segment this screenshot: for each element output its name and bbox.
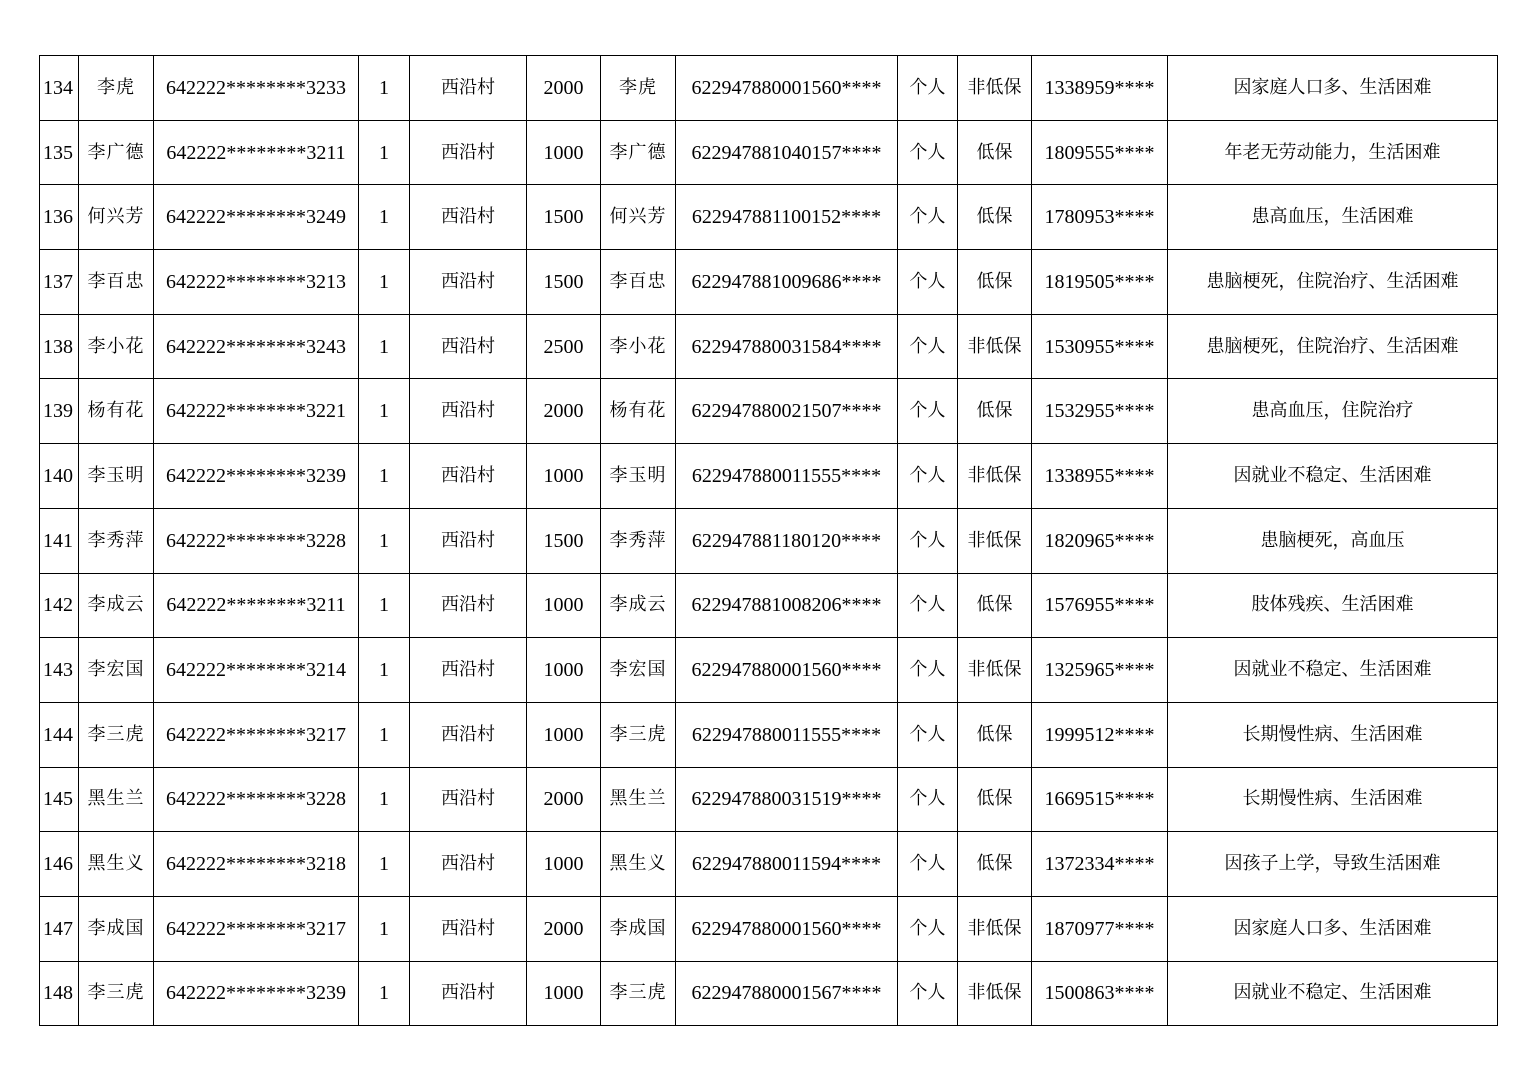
id-number: 642222********3228 [154, 767, 359, 832]
hardship-reason: 患脑梗死，住院治疗、生活困难 [1168, 250, 1498, 315]
household-count: 1 [359, 185, 410, 250]
relief-amount: 2500 [527, 314, 601, 379]
bank-account: 622947881180120**** [676, 508, 898, 573]
table-row [40, 767, 1498, 832]
id-number: 642222********3217 [154, 896, 359, 961]
payee-name: 李秀萍 [601, 508, 676, 573]
relief-amount: 1500 [527, 508, 601, 573]
household-count: 1 [359, 379, 410, 444]
household-count: 1 [359, 767, 410, 832]
payee-type: 个人 [898, 832, 958, 897]
relief-amount: 1000 [527, 638, 601, 703]
hardship-reason: 因家庭人口多、生活困难 [1168, 896, 1498, 961]
payee-name: 李小花 [601, 314, 676, 379]
roster-body [40, 56, 1498, 1026]
household-count: 1 [359, 508, 410, 573]
hardship-reason: 患脑梗死，高血压 [1168, 508, 1498, 573]
applicant-name: 何兴芳 [79, 185, 154, 250]
payee-type: 个人 [898, 702, 958, 767]
hardship-reason: 患高血压，住院治疗 [1168, 379, 1498, 444]
phone-number: 1338959**** [1032, 56, 1168, 121]
table-row [40, 379, 1498, 444]
dibao-status: 低保 [958, 702, 1032, 767]
row-number: 141 [40, 508, 79, 573]
table-row [40, 314, 1498, 379]
phone-number: 1576955**** [1032, 573, 1168, 638]
payee-name: 李玉明 [601, 444, 676, 509]
household-count: 1 [359, 56, 410, 121]
payee-type: 个人 [898, 56, 958, 121]
applicant-name: 李成国 [79, 896, 154, 961]
relief-amount: 1000 [527, 961, 601, 1026]
phone-number: 1325965**** [1032, 638, 1168, 703]
village: 西沿村 [410, 185, 527, 250]
village: 西沿村 [410, 314, 527, 379]
row-number: 134 [40, 56, 79, 121]
payee-type: 个人 [898, 379, 958, 444]
relief-amount: 1000 [527, 702, 601, 767]
table-row [40, 250, 1498, 315]
household-count: 1 [359, 314, 410, 379]
village: 西沿村 [410, 120, 527, 185]
phone-number: 1372334**** [1032, 832, 1168, 897]
village: 西沿村 [410, 961, 527, 1026]
hardship-reason: 肢体残疾、生活困难 [1168, 573, 1498, 638]
dibao-status: 非低保 [958, 508, 1032, 573]
hardship-reason: 因家庭人口多、生活困难 [1168, 56, 1498, 121]
payee-type: 个人 [898, 120, 958, 185]
payee-type: 个人 [898, 573, 958, 638]
payee-type: 个人 [898, 314, 958, 379]
phone-number: 1780953**** [1032, 185, 1168, 250]
id-number: 642222********3211 [154, 120, 359, 185]
phone-number: 1870977**** [1032, 896, 1168, 961]
row-number: 142 [40, 573, 79, 638]
row-number: 135 [40, 120, 79, 185]
applicant-name: 李百忠 [79, 250, 154, 315]
row-number: 138 [40, 314, 79, 379]
row-number: 146 [40, 832, 79, 897]
household-count: 1 [359, 638, 410, 703]
applicant-name: 黑生兰 [79, 767, 154, 832]
village: 西沿村 [410, 56, 527, 121]
id-number: 642222********3239 [154, 444, 359, 509]
table-row [40, 444, 1498, 509]
id-number: 642222********3213 [154, 250, 359, 315]
household-count: 1 [359, 250, 410, 315]
applicant-name: 李玉明 [79, 444, 154, 509]
phone-number: 1820965**** [1032, 508, 1168, 573]
village: 西沿村 [410, 702, 527, 767]
payee-name: 李宏国 [601, 638, 676, 703]
phone-number: 1669515**** [1032, 767, 1168, 832]
id-number: 642222********3243 [154, 314, 359, 379]
bank-account: 622947880001567**** [676, 961, 898, 1026]
payee-type: 个人 [898, 896, 958, 961]
table-row [40, 120, 1498, 185]
row-number: 143 [40, 638, 79, 703]
bank-account: 622947880011555**** [676, 444, 898, 509]
dibao-status: 非低保 [958, 961, 1032, 1026]
relief-amount: 1500 [527, 185, 601, 250]
hardship-reason: 患脑梗死，住院治疗、生活困难 [1168, 314, 1498, 379]
applicant-name: 李小花 [79, 314, 154, 379]
dibao-status: 非低保 [958, 56, 1032, 121]
row-number: 144 [40, 702, 79, 767]
row-number: 140 [40, 444, 79, 509]
relief-roster-sheet [39, 55, 1497, 1026]
bank-account: 622947881040157**** [676, 120, 898, 185]
dibao-status: 低保 [958, 379, 1032, 444]
hardship-reason: 年老无劳动能力，生活困难 [1168, 120, 1498, 185]
payee-name: 李成云 [601, 573, 676, 638]
payee-name: 杨有花 [601, 379, 676, 444]
payee-name: 李三虎 [601, 961, 676, 1026]
applicant-name: 李虎 [79, 56, 154, 121]
id-number: 642222********3221 [154, 379, 359, 444]
hardship-reason: 患高血压，生活困难 [1168, 185, 1498, 250]
table-row [40, 508, 1498, 573]
id-number: 642222********3217 [154, 702, 359, 767]
payee-name: 李三虎 [601, 702, 676, 767]
id-number: 642222********3249 [154, 185, 359, 250]
bank-account: 622947881100152**** [676, 185, 898, 250]
hardship-reason: 因孩子上学，导致生活困难 [1168, 832, 1498, 897]
relief-amount: 1500 [527, 250, 601, 315]
village: 西沿村 [410, 508, 527, 573]
dibao-status: 非低保 [958, 444, 1032, 509]
village: 西沿村 [410, 250, 527, 315]
bank-account: 622947881008206**** [676, 573, 898, 638]
phone-number: 1999512**** [1032, 702, 1168, 767]
dibao-status: 低保 [958, 832, 1032, 897]
payee-type: 个人 [898, 185, 958, 250]
relief-amount: 1000 [527, 832, 601, 897]
payee-name: 黑生兰 [601, 767, 676, 832]
village: 西沿村 [410, 444, 527, 509]
row-number: 136 [40, 185, 79, 250]
dibao-status: 低保 [958, 573, 1032, 638]
applicant-name: 李成云 [79, 573, 154, 638]
bank-account: 622947880011555**** [676, 702, 898, 767]
table-row [40, 185, 1498, 250]
bank-account: 622947880031519**** [676, 767, 898, 832]
id-number: 642222********3239 [154, 961, 359, 1026]
payee-type: 个人 [898, 250, 958, 315]
bank-account: 622947880001560**** [676, 638, 898, 703]
household-count: 1 [359, 702, 410, 767]
dibao-status: 低保 [958, 250, 1032, 315]
bank-account: 622947880011594**** [676, 832, 898, 897]
village: 西沿村 [410, 379, 527, 444]
payee-name: 李广德 [601, 120, 676, 185]
dibao-status: 低保 [958, 185, 1032, 250]
bank-account: 622947881009686**** [676, 250, 898, 315]
household-count: 1 [359, 444, 410, 509]
applicant-name: 李秀萍 [79, 508, 154, 573]
dibao-status: 非低保 [958, 896, 1032, 961]
id-number: 642222********3214 [154, 638, 359, 703]
household-count: 1 [359, 573, 410, 638]
phone-number: 1338955**** [1032, 444, 1168, 509]
phone-number: 1532955**** [1032, 379, 1168, 444]
table-row [40, 832, 1498, 897]
bank-account: 622947880001560**** [676, 896, 898, 961]
relief-amount: 2000 [527, 767, 601, 832]
relief-amount: 1000 [527, 444, 601, 509]
row-number: 139 [40, 379, 79, 444]
id-number: 642222********3233 [154, 56, 359, 121]
row-number: 145 [40, 767, 79, 832]
phone-number: 1809555**** [1032, 120, 1168, 185]
table-row [40, 573, 1498, 638]
applicant-name: 杨有花 [79, 379, 154, 444]
applicant-name: 李宏国 [79, 638, 154, 703]
household-count: 1 [359, 120, 410, 185]
bank-account: 622947880021507**** [676, 379, 898, 444]
dibao-status: 低保 [958, 767, 1032, 832]
hardship-reason: 因就业不稳定、生活困难 [1168, 444, 1498, 509]
hardship-reason: 长期慢性病、生活困难 [1168, 767, 1498, 832]
applicant-name: 李广德 [79, 120, 154, 185]
table-row [40, 896, 1498, 961]
table-row [40, 638, 1498, 703]
phone-number: 1530955**** [1032, 314, 1168, 379]
relief-amount: 2000 [527, 379, 601, 444]
bank-account: 622947880031584**** [676, 314, 898, 379]
household-count: 1 [359, 896, 410, 961]
hardship-reason: 长期慢性病、生活困难 [1168, 702, 1498, 767]
id-number: 642222********3218 [154, 832, 359, 897]
applicant-name: 黑生义 [79, 832, 154, 897]
payee-type: 个人 [898, 767, 958, 832]
payee-name: 李虎 [601, 56, 676, 121]
payee-type: 个人 [898, 638, 958, 703]
relief-roster-table [39, 55, 1498, 1026]
payee-type: 个人 [898, 444, 958, 509]
id-number: 642222********3211 [154, 573, 359, 638]
village: 西沿村 [410, 896, 527, 961]
id-number: 642222********3228 [154, 508, 359, 573]
village: 西沿村 [410, 767, 527, 832]
applicant-name: 李三虎 [79, 961, 154, 1026]
dibao-status: 非低保 [958, 638, 1032, 703]
table-row [40, 961, 1498, 1026]
payee-name: 李百忠 [601, 250, 676, 315]
payee-type: 个人 [898, 508, 958, 573]
relief-amount: 1000 [527, 120, 601, 185]
hardship-reason: 因就业不稳定、生活困难 [1168, 961, 1498, 1026]
dibao-status: 低保 [958, 120, 1032, 185]
household-count: 1 [359, 832, 410, 897]
relief-amount: 2000 [527, 896, 601, 961]
payee-name: 何兴芳 [601, 185, 676, 250]
payee-name: 黑生义 [601, 832, 676, 897]
village: 西沿村 [410, 573, 527, 638]
applicant-name: 李三虎 [79, 702, 154, 767]
row-number: 148 [40, 961, 79, 1026]
table-row [40, 702, 1498, 767]
table-row [40, 56, 1498, 121]
dibao-status: 非低保 [958, 314, 1032, 379]
relief-amount: 2000 [527, 56, 601, 121]
phone-number: 1500863**** [1032, 961, 1168, 1026]
row-number: 137 [40, 250, 79, 315]
village: 西沿村 [410, 832, 527, 897]
hardship-reason: 因就业不稳定、生活困难 [1168, 638, 1498, 703]
village: 西沿村 [410, 638, 527, 703]
bank-account: 622947880001560**** [676, 56, 898, 121]
phone-number: 1819505**** [1032, 250, 1168, 315]
relief-amount: 1000 [527, 573, 601, 638]
payee-type: 个人 [898, 961, 958, 1026]
row-number: 147 [40, 896, 79, 961]
payee-name: 李成国 [601, 896, 676, 961]
household-count: 1 [359, 961, 410, 1026]
